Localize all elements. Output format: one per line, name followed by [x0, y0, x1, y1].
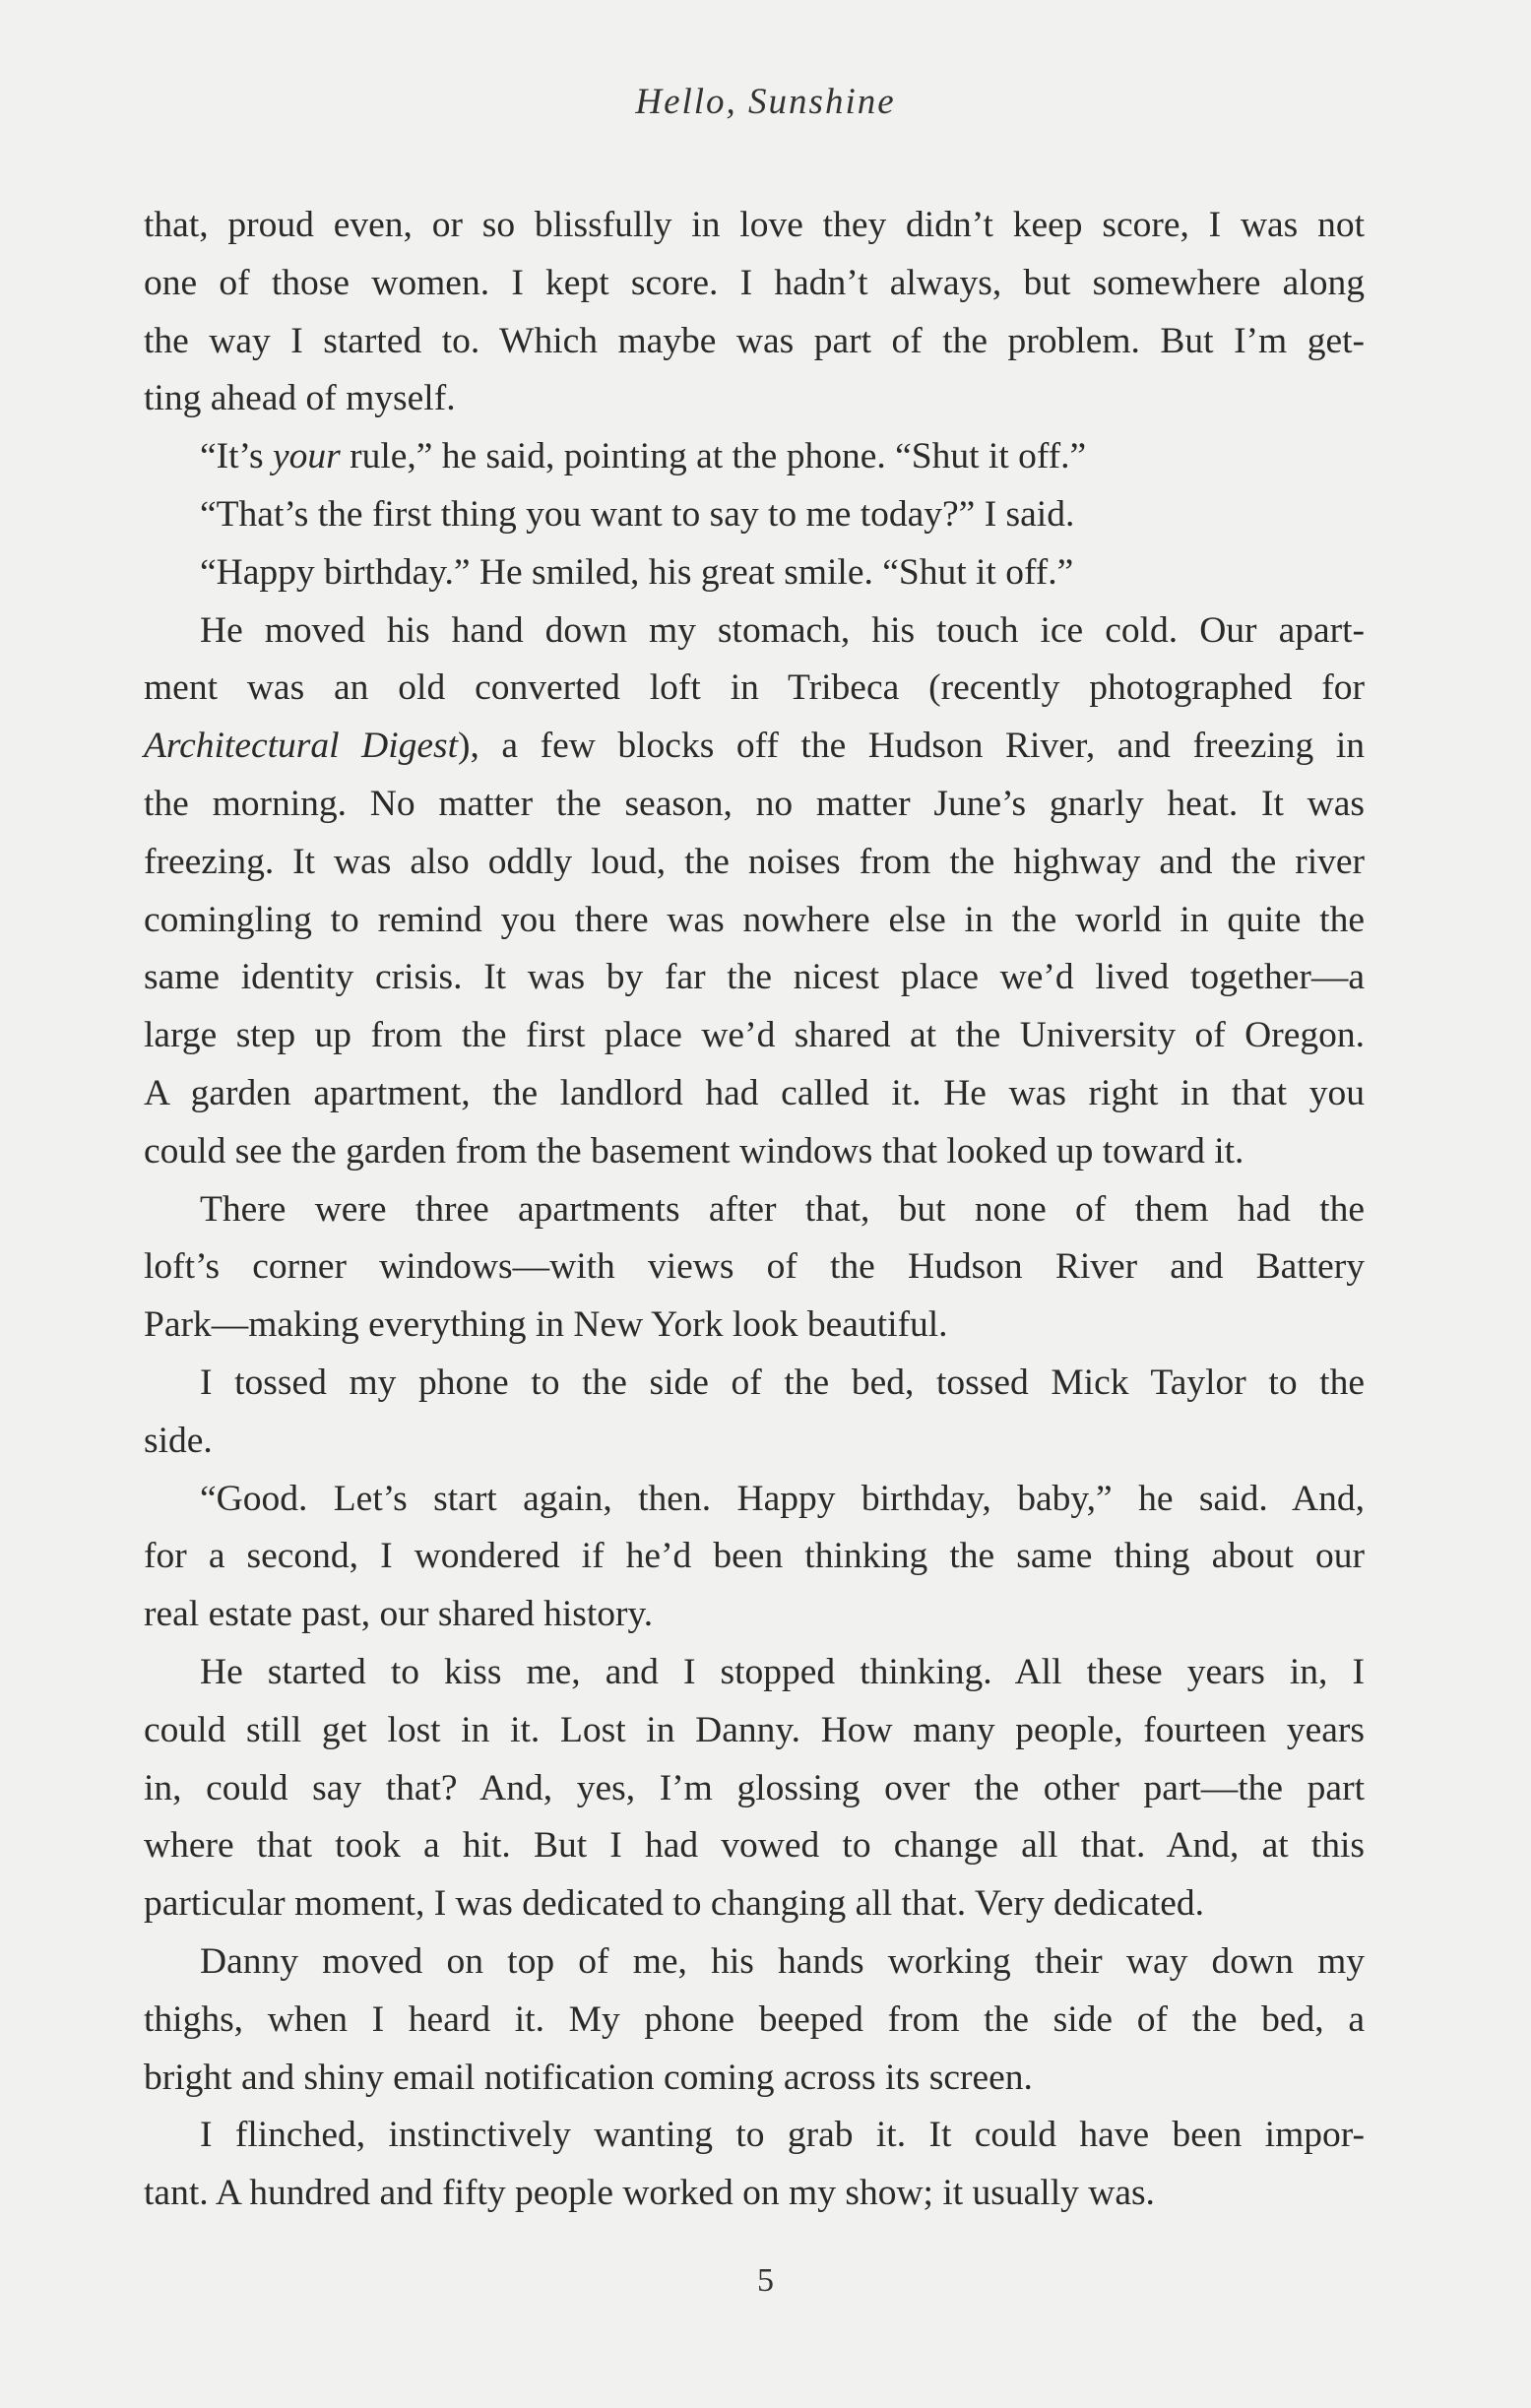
- text-span: ), a few blocks off the Hudson River, and freezing in: [458, 726, 1365, 767]
- text-line: could still get lost in it. Lost in Danny. How many people, fourteen years: [144, 1709, 1365, 1750]
- page-number: 5: [757, 2262, 774, 2299]
- text-line: could see the garden from the basement windows that looked up toward it.: [144, 1130, 1244, 1172]
- text-line: same identity crisis. It was by far the nicest place we’d lived together—a: [144, 957, 1365, 998]
- text-line: He moved his hand down my stomach, his touch ice cold. Our apart-: [200, 609, 1365, 651]
- text-line: Park—making everything in New York look beautiful.: [144, 1304, 948, 1346]
- text-line: the way I started to. Which maybe was part of the problem. But I’m get-: [144, 320, 1365, 361]
- text-line: real estate past, our shared history.: [144, 1594, 654, 1635]
- text-line: one of those women. I kept score. I hadn’t always, but somewhere along: [144, 262, 1365, 303]
- text-line: ting ahead of myself.: [144, 378, 456, 419]
- text-span: rule,” he said, pointing at the phone. “Shut it off.”: [340, 436, 1087, 477]
- text-line: ment was an old converted loft in Tribeca (recently photographed for: [144, 667, 1365, 709]
- italic-text: Architectural Digest: [144, 726, 459, 767]
- text-line: loft’s corner windows—with views of the Hudson River and Battery: [144, 1246, 1365, 1288]
- text-line: comingling to remind you there was nowhere else in the world in quite the: [144, 899, 1365, 940]
- text-line: in, could say that? And, yes, I’m glossing over the other part—the part: [144, 1767, 1365, 1808]
- text-line: “Good. Let’s start again, then. Happy birthday, baby,” he said. And,: [200, 1478, 1365, 1519]
- text-line: “That’s the first thing you want to say to me today?” I said.: [200, 493, 1075, 535]
- text-line: I tossed my phone to the side of the bed, tossed Mick Taylor to the: [200, 1362, 1365, 1403]
- text-line: where that took a hit. But I had vowed to change all that. And, at this: [144, 1825, 1365, 1867]
- text-line: side.: [144, 1420, 213, 1461]
- text-line: He started to kiss me, and I stopped thinking. All these years in, I: [200, 1651, 1365, 1692]
- text-line: [144, 718, 1365, 776]
- text-span: “It’s: [200, 436, 273, 477]
- text-line: [144, 428, 1365, 486]
- text-line: Danny moved on top of me, his hands working their way down my: [200, 1940, 1365, 1982]
- text-line: freezing. It was also oddly loud, the noises from the highway and the river: [144, 841, 1365, 882]
- text-line: There were three apartments after that, but none of them had the: [200, 1188, 1365, 1230]
- text-line: the morning. No matter the season, no matter June’s gnarly heat. It was: [144, 783, 1365, 824]
- text-line: that, proud even, or so blissfully in love they didn’t keep score, I was not: [144, 205, 1365, 245]
- text-line: bright and shiny email notification coming across its screen.: [144, 2057, 1033, 2098]
- text-line: particular moment, I was dedicated to changing all that. Very dedicated.: [144, 1883, 1205, 1925]
- text-line: for a second, I wondered if he’d been thinking the same thing about our: [144, 1536, 1365, 1577]
- text-line: “Happy birthday.” He smiled, his great smile. “Shut it off.”: [200, 551, 1074, 593]
- text-line: I flinched, instinctively wanting to grab it. It could have been impor-: [200, 2115, 1365, 2156]
- text-line: thighs, when I heard it. My phone beeped from the side of the bed, a: [144, 1998, 1365, 2040]
- running-head: Hello, Sunshine: [635, 82, 896, 122]
- text-line: tant. A hundred and fifty people worked on my show; it usually was.: [144, 2173, 1155, 2214]
- text-line: large step up from the first place we’d shared at the University of Oregon.: [144, 1015, 1365, 1056]
- text-line: A garden apartment, the landlord had called it. He was right in that you: [144, 1072, 1365, 1113]
- body-text: [144, 197, 1365, 2223]
- italic-text: your: [272, 436, 341, 477]
